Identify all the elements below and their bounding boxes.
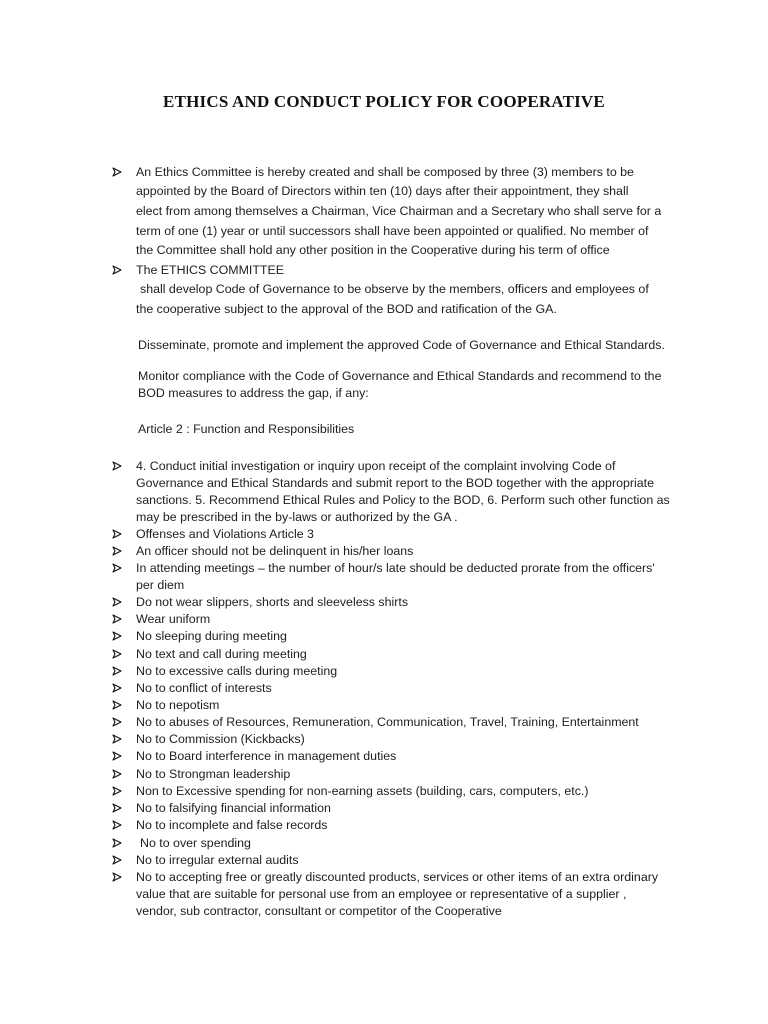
text-line: elect from among themselves a Chairman, Vice Chairman and a Secretary who shall serve for a (136, 204, 662, 218)
bullet-arrow-icon (112, 748, 126, 765)
list-item: The ETHICS COMMITTEE (136, 263, 285, 277)
bullet-arrow-icon (112, 714, 126, 731)
list-item: An officer should not be delinquent in his/her loans (136, 544, 414, 558)
text-line: Governance and Ethical Standards and submit report to the BOD together with the appropriate (136, 476, 654, 490)
text-line: sanctions. 5. Recommend Ethical Rules and Policy to the BOD, 6. Perform such other function as (136, 493, 670, 507)
bullet-arrow-icon (112, 835, 126, 852)
bullet-arrow-icon (112, 164, 126, 181)
list-item: In attending meetings – the number of hour/s late should be deducted prorate from the officers' (136, 561, 655, 575)
list-item: No to over spending (140, 836, 251, 850)
bullet-arrow-icon (112, 817, 126, 834)
bullet-arrow-icon (112, 560, 126, 577)
list-item: No to Commission (Kickbacks) (136, 732, 305, 746)
bullet-arrow-icon (112, 458, 126, 475)
list-item: Offenses and Violations Article 3 (136, 527, 314, 541)
list-item: No to excessive calls during meeting (136, 664, 338, 678)
list-item: An Ethics Committee is hereby created and shall be composed by three (3) members to be (136, 165, 634, 179)
list-item: No sleeping during meeting (136, 629, 287, 643)
list-item: No to Strongman leadership (136, 767, 291, 781)
bullet-arrow-icon (112, 611, 126, 628)
bullet-arrow-icon (112, 869, 126, 886)
list-item: Wear uniform (136, 612, 211, 626)
text-line: vendor, sub contractor, consultant or competitor of the Cooperative (136, 904, 502, 918)
list-item: No to nepotism (136, 698, 220, 712)
bullet-arrow-icon (112, 646, 126, 663)
list-item: No to falsifying financial information (136, 801, 331, 815)
list-item: No to conflict of interests (136, 681, 272, 695)
bullet-arrow-icon (112, 731, 126, 748)
text-line: the Committee shall hold any other position in the Cooperative during his term of office (136, 243, 610, 257)
list-item: No to Board interference in management duties (136, 749, 397, 763)
list-item: Do not wear slippers, shorts and sleeveless shirts (136, 595, 409, 609)
text-line: per diem (136, 578, 185, 592)
bullet-arrow-icon (112, 543, 126, 560)
bullet-arrow-icon (112, 852, 126, 869)
bullet-arrow-icon (112, 680, 126, 697)
text-line: the cooperative subject to the approval of the BOD and ratification of the GA. (136, 302, 557, 316)
list-item: No text and call during meeting (136, 647, 307, 661)
bullet-arrow-icon (112, 766, 126, 783)
text-line: Article 2 : Function and Responsibilities (138, 422, 355, 436)
list-item: No to irregular external audits (136, 853, 299, 867)
text-line: appointed by the Board of Directors within ten (10) days after their appointment, they shall (136, 184, 629, 198)
list-item: Non to Excessive spending for non-earning assets (building, cars, computers, etc.) (136, 784, 589, 798)
bullet-arrow-icon (112, 526, 126, 543)
text-line: term of one (1) year or until successors shall have been appointed or qualified. No member of (136, 224, 649, 238)
bullet-arrow-icon (112, 594, 126, 611)
list-item: No to abuses of Resources, Remuneration, Communication, Travel, Training, Entertainment (136, 715, 639, 729)
list-item: 4. Conduct initial investigation or inquiry upon receipt of the complaint involving Code of (136, 459, 616, 473)
text-line: shall develop Code of Governance to be observe by the members, officers and employees of (140, 282, 649, 296)
text-line: Disseminate, promote and implement the approved Code of Governance and Ethical Standards. (138, 338, 665, 352)
text-line: BOD measures to address the gap, if any: (138, 386, 369, 400)
document-title: ETHICS AND CONDUCT POLICY FOR COOPERATIVE (163, 92, 605, 111)
bullet-arrow-icon (112, 783, 126, 800)
text-line: Monitor compliance with the Code of Governance and Ethical Standards and recommend to the (138, 369, 662, 383)
list-item: No to incomplete and false records (136, 818, 328, 832)
bullet-arrow-icon (112, 628, 126, 645)
bullet-arrow-icon (112, 697, 126, 714)
text-line: may be prescribed in the by-laws or authorized by the GA . (136, 510, 458, 524)
bullet-arrow-icon (112, 262, 126, 279)
list-item: No to accepting free or greatly discounted products, services or other items of an extra ordinary (136, 870, 659, 884)
text-line: value that are suitable for personal use from an employee or representative of a supplier , (136, 887, 627, 901)
bullet-arrow-icon (112, 663, 126, 680)
bullet-arrow-icon (112, 800, 126, 817)
